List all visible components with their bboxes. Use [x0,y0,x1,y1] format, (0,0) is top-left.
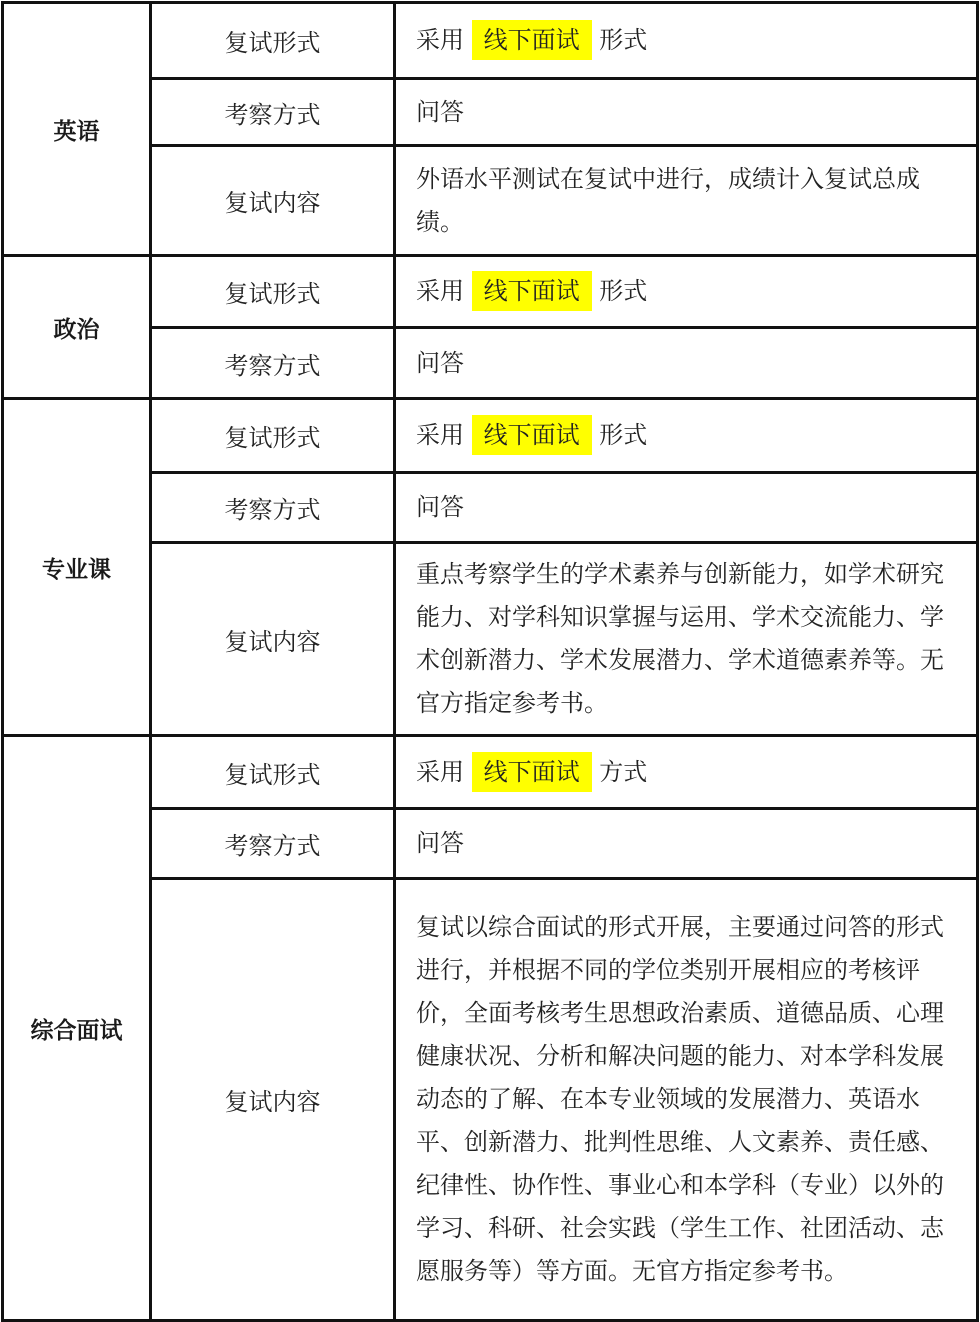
subject-cell-major: 专业课 [3,399,151,736]
retest-requirements-table [1,1,979,1322]
retest-content-value: 外语水平测试在复试中进行，成绩计入复试总成绩。 [395,146,978,256]
highlighted-text: 线下面试 [472,271,592,311]
highlighted-text: 线下面试 [472,20,592,60]
suffix-text: 方式 [599,757,648,786]
table-row [3,256,978,328]
suffix-text: 形式 [599,277,648,305]
suffix-text: 形式 [599,421,648,449]
highlighted-text: 线下面试 [472,415,592,455]
assessment-method-value: 问答 [395,79,978,146]
assessment-method-value: 问答 [395,473,978,543]
item-label: 复试内容 [151,146,395,256]
item-label: 复试形式 [151,399,395,473]
item-label: 复试内容 [151,879,395,1321]
retest-content-value: 重点考察学生的学术素养与创新能力，如学术研究能力、对学科知识掌握与运用、学术交流能力、学术创新潜力、学术发展潜力、学术道德素养等。无官方指定参考书。 [395,543,978,736]
assessment-method-value: 问答 [395,809,978,879]
retest-format-value [395,3,978,79]
table-row [3,3,978,79]
prefix-text: 采用 [416,421,464,449]
prefix-text: 采用 [416,26,464,54]
retest-content-value: 复试以综合面试的形式开展，主要通过问答的形式进行，并根据不同的学位类别开展相应的考核评价，全面考核考生思想政治素质、道德品质、心理健康状况、分析和解决问题的能力、对本学科发展动态的了解、在本专业领域的发展潜力、英语水平、创新潜力、批判性思维、人文素养、责任感、纪律性、协作性、事业心和本学科（专业）以外的学习、科研、社会实践（学生工作、社团活动、志愿服务等）等方面。无官方指定参考书。 [395,879,978,1321]
assessment-method-value: 问答 [395,328,978,399]
prefix-text: 采用 [416,277,464,305]
subject-cell-politics: 政治 [3,256,151,399]
item-label: 复试形式 [151,256,395,328]
item-label: 复试内容 [151,543,395,736]
table-row [3,736,978,809]
retest-format-value [395,399,978,473]
retest-format-value [395,736,978,809]
item-label: 复试形式 [151,736,395,809]
prefix-text: 采用 [416,757,464,786]
highlighted-text: 线下面试 [472,752,592,792]
retest-format-value [395,256,978,328]
item-label: 复试形式 [151,3,395,79]
subject-cell-comprehensive-interview: 综合面试 [3,736,151,1321]
table-row [3,399,978,473]
item-label: 考察方式 [151,328,395,399]
subject-cell-english: 英语 [3,3,151,256]
item-label: 考察方式 [151,79,395,146]
item-label: 考察方式 [151,473,395,543]
item-label: 考察方式 [151,809,395,879]
suffix-text: 形式 [599,26,648,54]
